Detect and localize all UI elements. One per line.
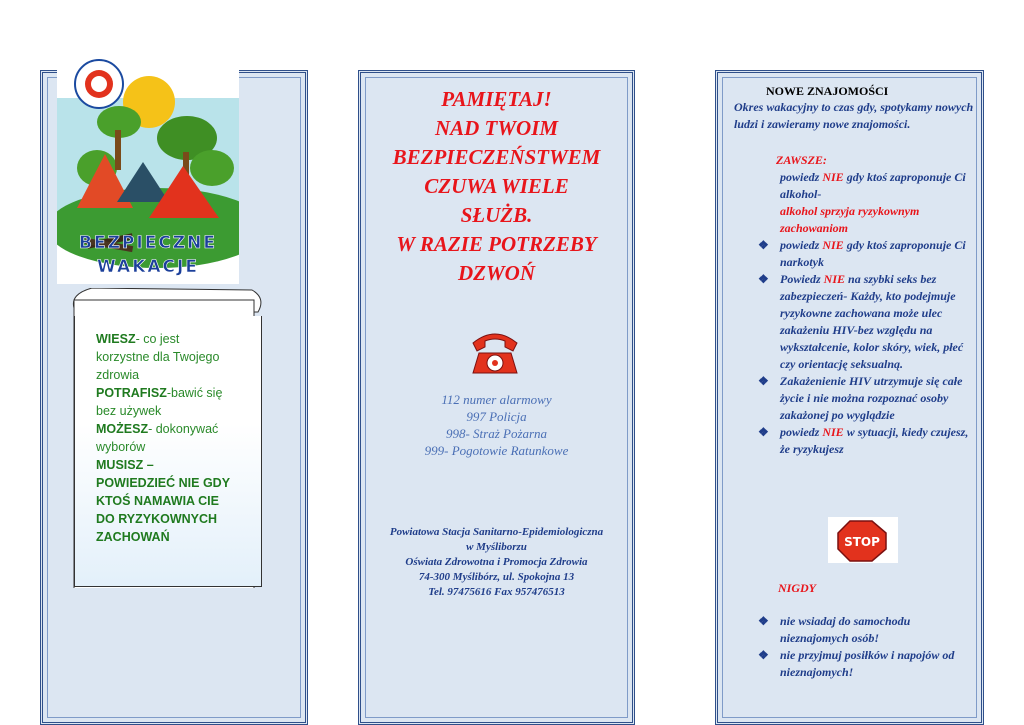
bullet-icon: ❖ bbox=[758, 614, 769, 628]
scroll-line-musisz: MUSISZ – POWIEDZIEĆ NIE GDY KTOŚ NAMAWIA CIE DO RYZYKOWNYCH ZACHOWAŃ bbox=[96, 458, 230, 544]
intro-text: Okres wakacyjny to czas gdy, spotykamy nowych ludzi i zawieramy nowe znajomości. bbox=[734, 100, 974, 131]
footer-line: Tel. 97475616 Fax 957476513 bbox=[428, 586, 565, 598]
list-item: ❖ powiedz NIE w sytuacji, kiedy czujesz, że ryzykujesz bbox=[758, 425, 969, 456]
bullet-icon: ❖ bbox=[758, 425, 769, 439]
list-item: powiedz NIE gdy ktoś zaproponuje Ci alkohol- bbox=[780, 170, 966, 201]
stop-sign-text: STOP bbox=[844, 535, 880, 549]
main-title bbox=[361, 85, 632, 288]
list-item: ❖ Zakażenienie HIV utrzymuje się całe życie i nie można rozpoznać osoby zakażonej po wyglądzie bbox=[758, 374, 963, 422]
list-item: ❖ Powiedz NIE na szybki seks bez zabezpieczeń- Każdy, kto podejmuje ryzykowne zachowana może ulec zakażeniu HIV-bez względu na wykształcenie, kolor skóry, wiek, płeć czy orientację seksualną. bbox=[758, 272, 964, 371]
middle-panel bbox=[358, 70, 635, 725]
emergency-numbers bbox=[361, 391, 632, 459]
title-line: W RAZIE POTRZEBY bbox=[396, 232, 597, 256]
alcohol-warning: alkohol sprzyja ryzykownym zachowaniom bbox=[780, 204, 920, 235]
list-item: ❖ powiedz NIE gdy ktoś zaproponuje Ci narkotyk bbox=[758, 238, 966, 269]
title-line: DZWOŃ bbox=[458, 261, 535, 285]
section-heading: NOWE ZNAJOMOŚCI bbox=[766, 84, 889, 98]
bullet-icon: ❖ bbox=[758, 238, 769, 252]
right-panel bbox=[715, 70, 984, 725]
number-line: 997 Policja bbox=[466, 409, 527, 424]
scroll-line-wiesz: WIESZ- co jest korzystne dla Twojego zdrowia bbox=[96, 332, 220, 382]
logo-word-2: WAKACJE bbox=[97, 257, 199, 277]
title-line: NAD TWOIM bbox=[434, 116, 559, 140]
safe-holidays-logo bbox=[57, 58, 239, 284]
list-item: ❖ nie przyjmuj posiłków i napojów od nieznajomych! bbox=[758, 648, 955, 679]
bullet-icon: ❖ bbox=[758, 374, 769, 388]
scroll-line-mozesz: MOŻESZ- dokonywać wyborów bbox=[96, 422, 219, 454]
footer-line: 74-300 Myślibórz, ul. Spokojna 13 bbox=[418, 571, 575, 583]
title-line: SŁUŻB. bbox=[460, 203, 533, 227]
number-line: 112 numer alarmowy bbox=[441, 392, 552, 407]
footer-line: Powiatowa Stacja Sanitarno-Epidemiologiczna bbox=[389, 526, 604, 538]
never-list bbox=[758, 613, 978, 681]
scroll-text bbox=[96, 330, 236, 546]
scroll-line-potrafisz: POTRAFISZ-bawić się bez używek bbox=[96, 386, 223, 418]
footer-line: w Myśliborzu bbox=[466, 541, 527, 553]
number-line: 999- Pogotowie Ratunkowe bbox=[424, 443, 569, 458]
always-label: ZAWSZE: bbox=[776, 153, 827, 167]
title-line: CZUWA WIELE bbox=[424, 174, 569, 198]
title-line: PAMIĘTAJ! bbox=[441, 87, 552, 111]
logo-word-1: BEZPIECZNE bbox=[79, 233, 217, 253]
telephone-icon bbox=[469, 329, 521, 375]
bullet-icon: ❖ bbox=[758, 272, 769, 286]
never-label: NIGDY bbox=[778, 581, 816, 595]
always-list bbox=[758, 169, 978, 458]
footer-line: Oświata Zdrowotna i Promocja Zdrowia bbox=[405, 556, 588, 568]
stop-sign-icon bbox=[828, 517, 898, 563]
list-item: ❖ nie wsiadaj do samochodu nieznajomych osób! bbox=[758, 614, 911, 645]
number-line: 998- Straż Pożarna bbox=[445, 426, 548, 441]
contact-footer bbox=[361, 525, 632, 600]
bullet-icon: ❖ bbox=[758, 648, 769, 662]
title-line: BEZPIECZEŃSTWEM bbox=[392, 145, 601, 169]
